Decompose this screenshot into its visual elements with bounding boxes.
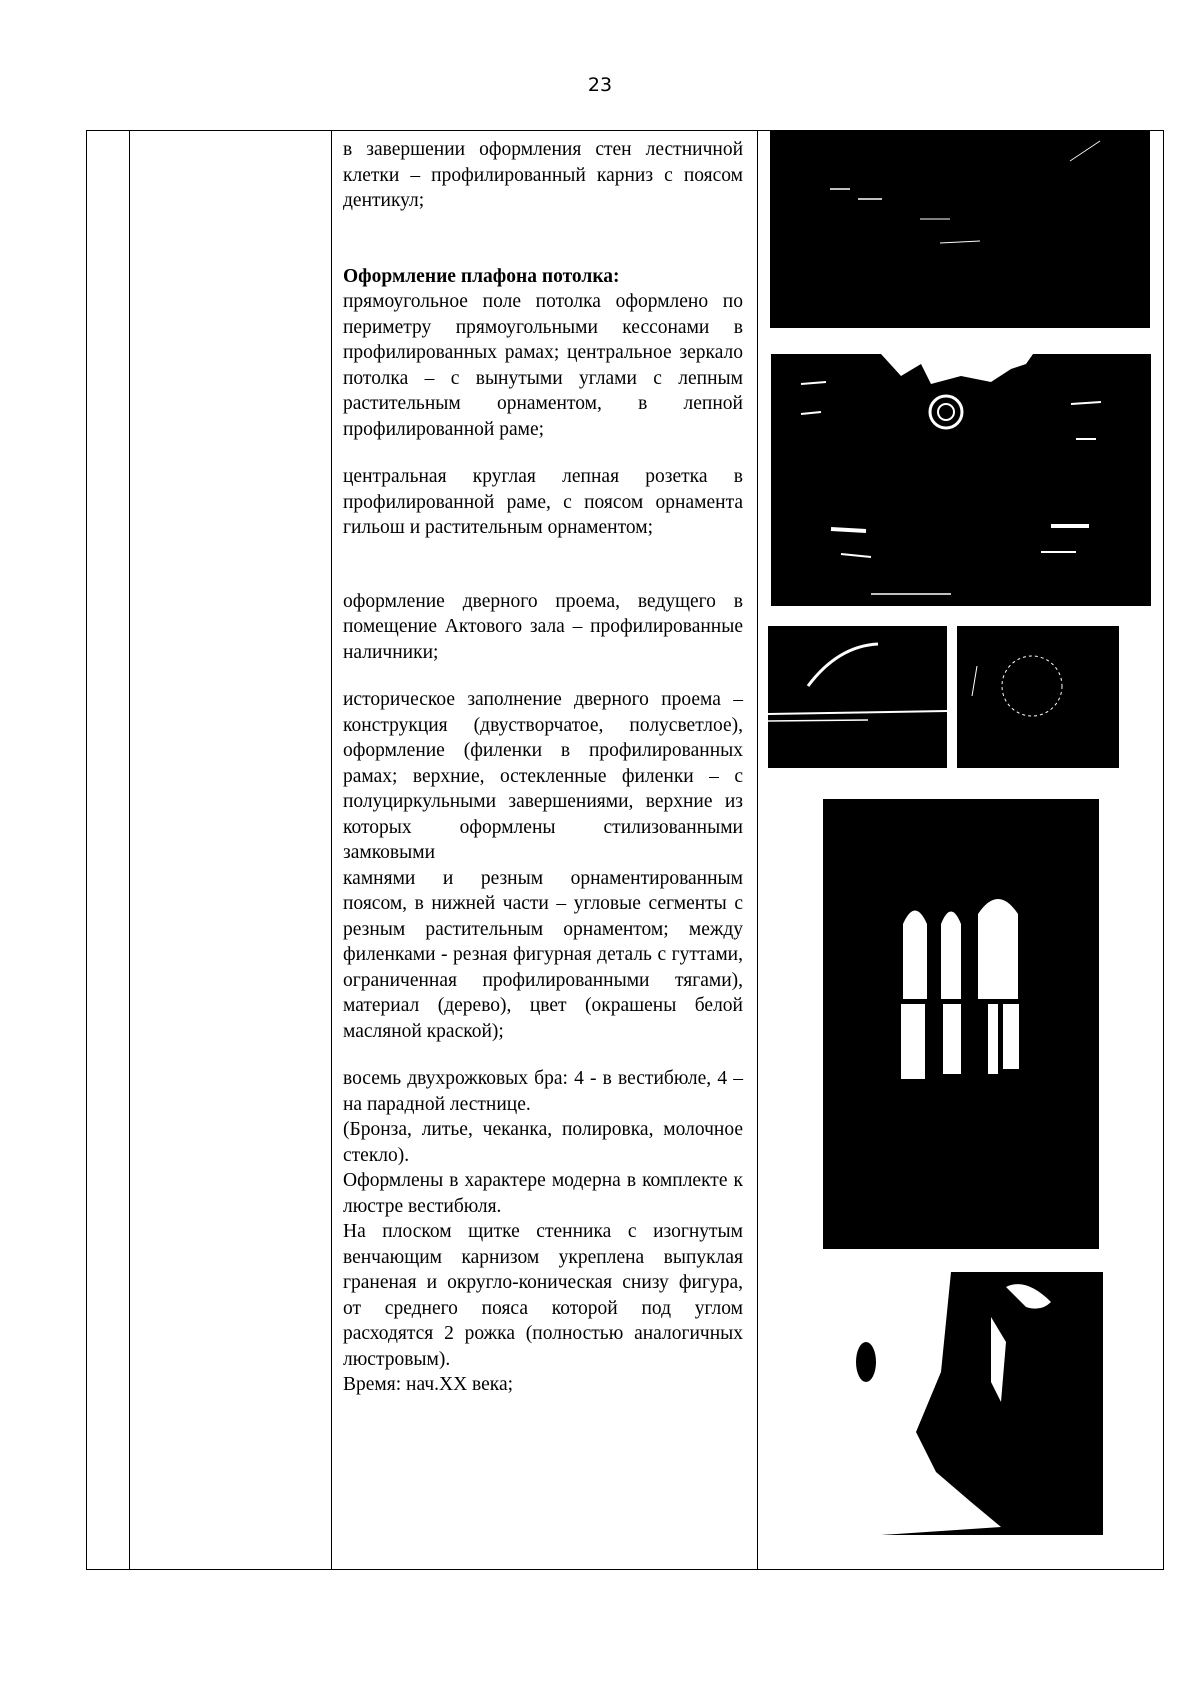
ceiling-paragraph: прямоугольное поле потолка оформлено по периметру прямоугольными кессонами в профилированных рамах; центральное зеркало потолка – с вынутыми углами с лепным растительным орнаментом, в лепной профилированной раме; — [343, 291, 743, 440]
door-photo-graphic — [823, 799, 1099, 1249]
doorway-photo-right-graphic — [957, 626, 1119, 768]
description-text-column — [343, 137, 743, 1398]
doorway-photo-right — [957, 626, 1119, 768]
sconce-style-paragraph: Оформлены в характере модерна в комплекте к люстре вестибюля. — [343, 1170, 743, 1217]
ceiling-photo — [771, 354, 1151, 606]
doorway-paragraph: оформление дверного проема, ведущего в помещение Актового зала – профилированные наличники; — [343, 590, 743, 663]
doorway-photo-left — [768, 626, 947, 768]
cornice-photo-graphic — [770, 131, 1150, 328]
doorway-photo-left-graphic — [768, 626, 947, 768]
page-number: 23 — [587, 74, 613, 96]
sconce-description-paragraph: На плоском щитке стенника с изогнутым венчающим карнизом укреплена выпуклая граненая и округло-коническая снизу фигура, от среднего пояса которой под углом расходятся 2 рожка (полностью аналогичных люстровым). — [343, 1221, 743, 1370]
door-photo — [823, 799, 1099, 1249]
door-fill-paragraph-cont: камнями и резным орнаментированным поясом, в нижней части – угловые сегменты с резным растительным орнаментом; между филенками - резная фигурная деталь с гуттами, ограниченная профилированными тягами), материал (дерево), цвет (окрашены белой масляной краской); — [343, 867, 743, 1042]
cornice-paragraph: в завершении оформления стен лестничной клетки – профилированный карниз с поясом дентикул; — [343, 139, 743, 211]
rosette-paragraph: центральная круглая лепная розетка в профилированной раме, с поясом орнамента гильош и растительным орнаментом; — [343, 466, 743, 538]
column-divider-2 — [331, 131, 332, 1569]
sconce-photo-graphic — [821, 1272, 1103, 1535]
door-fill-paragraph: историческое заполнение дверного проема – конструкция (двустворчатое, полусветлое), оформление (филенки в профилированных рамах; верхние, остекленные филенки – с полуциркульными завершениями, верхние из которых оформлены стилизованными замковыми — [343, 689, 743, 863]
column-divider-1 — [129, 131, 130, 1569]
sconce-photo — [821, 1272, 1103, 1535]
column-divider-3 — [757, 131, 758, 1569]
sconce-date-paragraph: Время: нач.XX века; — [343, 1374, 514, 1395]
sconce-material-paragraph: (Бронза, литье, чеканка, полировка, молочное стекло). — [343, 1119, 743, 1166]
cornice-photo — [770, 131, 1150, 328]
sconce-paragraph: восемь двухрожковых бра: 4 - в вестибюле, 4 – на парадной лестнице. — [343, 1068, 743, 1115]
ceiling-photo-graphic — [771, 354, 1151, 606]
ceiling-heading: Оформление плафона потолка: — [343, 265, 620, 287]
